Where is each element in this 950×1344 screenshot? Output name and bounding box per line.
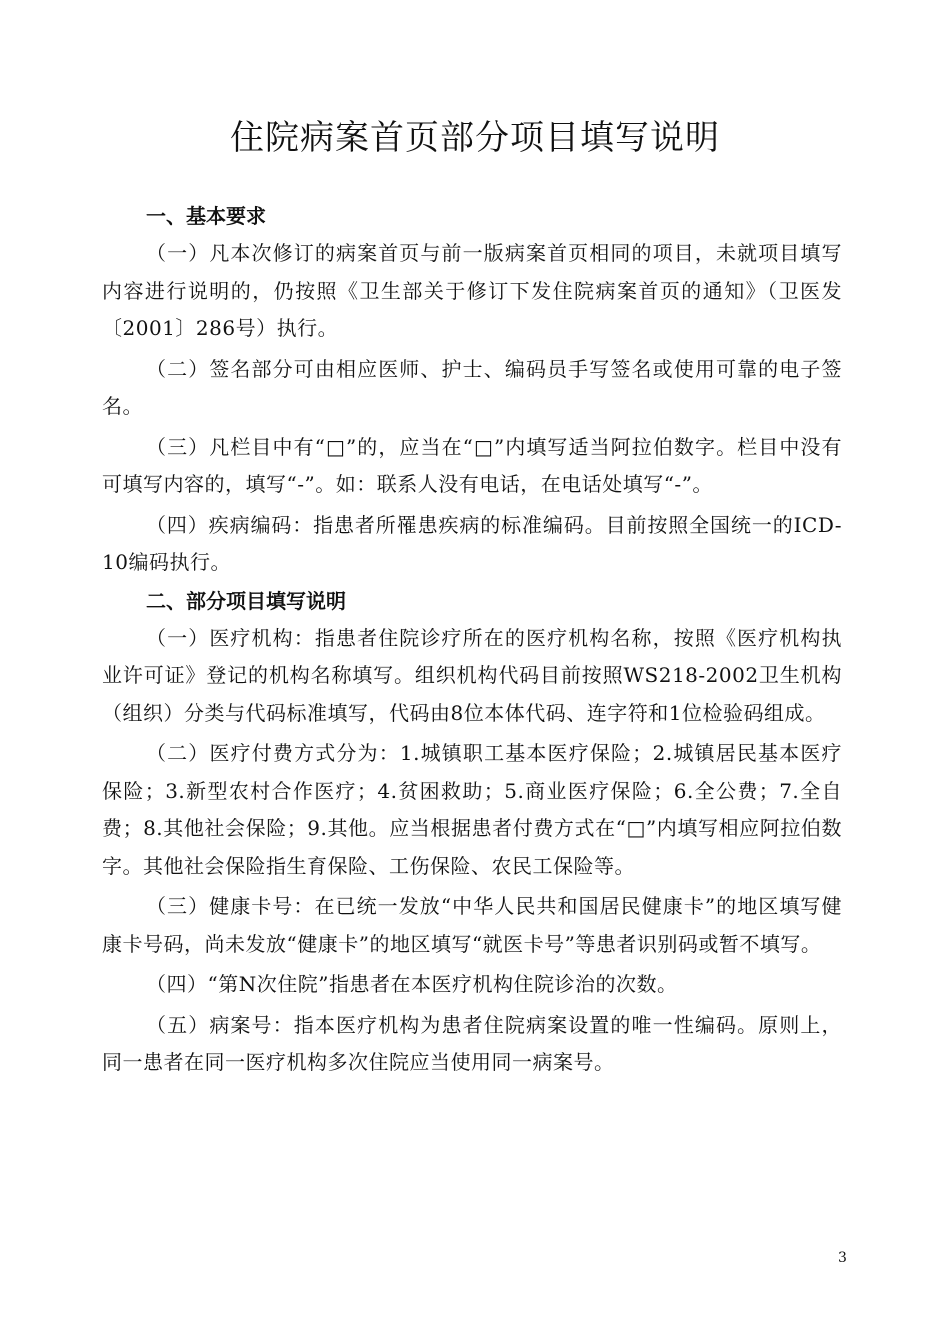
section-heading-basic-requirements: 一、基本要求 — [146, 204, 266, 228]
paragraph: （二）签名部分可由相应医师、护士、编码员手写签名或使用可靠的电子签名。 — [102, 356, 842, 418]
document-title: 住院病案首页部分项目填写说明 — [230, 118, 720, 158]
document-body — [102, 200, 842, 1085]
paragraph: （二）医疗付费方式分为：1.城镇职工基本医疗保险；2.城镇居民基本医疗保险；3.新型农村合作医疗；4.贫困救助；5.商业医疗保险；6.全公费；7.全自费；8.其他社会保险；9.其他。应当根据患者付费方式在“□”内填写相应阿拉伯数字。其他社会保险指生育保险、工伤保险、农民工保险等。 — [102, 741, 842, 878]
section-heading-item-instructions: 二、部分项目填写说明 — [146, 588, 346, 613]
page-number: 3 — [838, 1250, 847, 1266]
paragraph: （一）医疗机构：指患者住院诊疗所在的医疗机构名称，按照《医疗机构执业许可证》登记的机构名称填写。组织机构代码目前按照WS218-2002卫生机构（组织）分类与代码标准填写，代码由8位本体代码、连字符和1位检验码组成。 — [102, 625, 842, 725]
paragraph: （四）“第N次住院”指患者在本医疗机构住院诊治的次数。 — [146, 972, 678, 996]
paragraph: （五）病案号：指本医疗机构为患者住院病案设置的唯一性编码。原则上，同一患者在同一医疗机构多次住院应当使用同一病案号。 — [102, 1012, 842, 1074]
paragraph: （四）疾病编码：指患者所罹患疾病的标准编码。目前按照全国统一的ICD-10编码执行。 — [102, 512, 842, 574]
paragraph: （一）凡本次修订的病案首页与前一版病案首页相同的项目，未就项目填写内容进行说明的，仍按照《卫生部关于修订下发住院病案首页的通知》（卫医发〔2001〕286号）执行。 — [102, 241, 842, 340]
paragraph: （三）凡栏目中有“□”的，应当在“□”内填写适当阿拉伯数字。栏目中没有可填写内容的，填写“-”。如：联系人没有电话，在电话处填写“-”。 — [102, 434, 842, 496]
paragraph: （三）健康卡号：在已统一发放“中华人民共和国居民健康卡”的地区填写健康卡号码，尚未发放“健康卡”的地区填写“就医卡号”等患者识别码或暂不填写。 — [102, 894, 842, 956]
